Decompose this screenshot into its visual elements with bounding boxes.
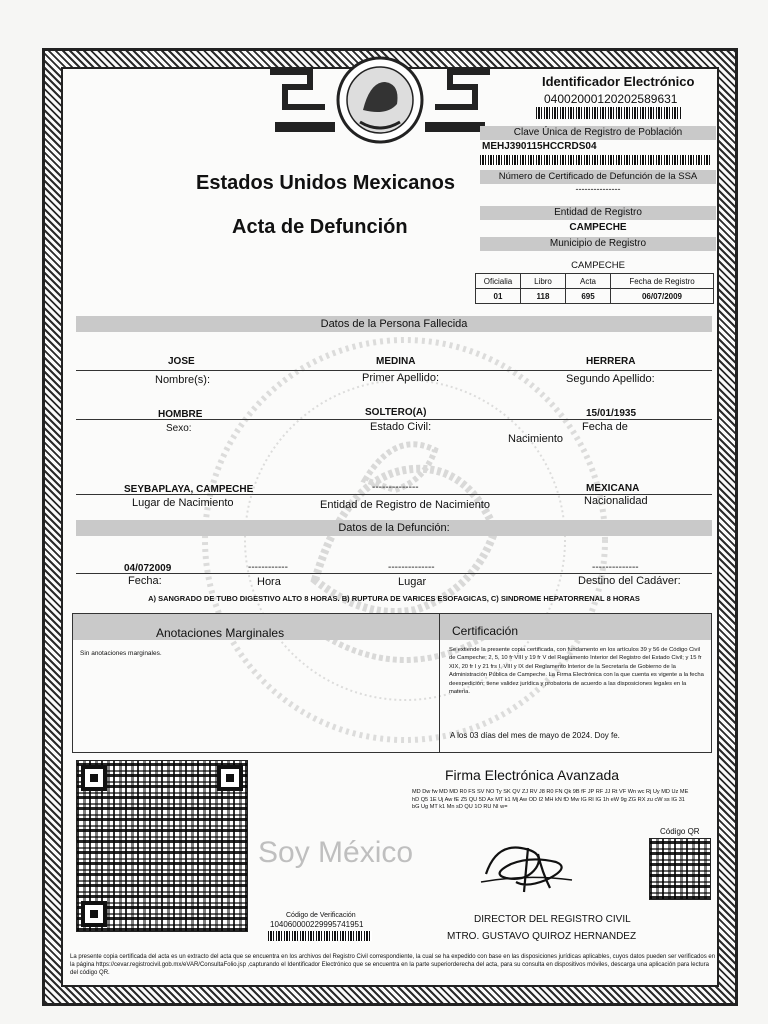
registry-table <box>475 273 714 304</box>
person-birth-registry-value: -------------- <box>372 482 419 493</box>
registry-entity-value: CAMPECHE <box>569 222 627 233</box>
slogan-watermark: Soy México <box>258 836 414 869</box>
registry-value-fecha: 06/07/2009 <box>611 289 714 304</box>
electronic-id-label: Identificador Electrónico <box>542 74 695 89</box>
registry-table-header-row <box>476 274 714 289</box>
death-destination-label: Destino del Cadáver: <box>578 575 681 587</box>
small-qr-code <box>649 838 711 900</box>
person-birth-registry-label: Entidad de Registro de Nacimiento <box>320 499 490 511</box>
death-section-title: Datos de la Defunción: <box>76 520 712 536</box>
ssa-certificate-label: Número de Certificado de Defunción de la SSA <box>480 170 716 184</box>
registry-entity-label: Entidad de Registro <box>480 206 716 220</box>
country-title: Estados Unidos Mexicanos <box>196 172 455 194</box>
electronic-id-value: 04002000120202589631 <box>544 92 678 106</box>
registry-municipality-label: Municipio de Registro <box>480 237 716 251</box>
electronic-id-barcode <box>536 107 682 119</box>
person-birth-date-label-2: Nacimiento <box>508 433 564 445</box>
verification-value: 104060000229995741951 <box>270 920 364 929</box>
annotations-text: Sin anotaciones marginales. <box>80 650 162 657</box>
director-name: MTRO. GUSTAVO QUIROZ HERNANDEZ <box>447 931 637 942</box>
qr-finder-top-left-icon <box>81 765 107 791</box>
registry-value-libro: 118 <box>521 289 566 304</box>
death-row-line <box>76 573 712 574</box>
registry-header-fecha: Fecha de Registro <box>611 274 714 289</box>
registry-header-libro: Libro <box>521 274 566 289</box>
registry-value-oficialia: 01 <box>476 289 521 304</box>
signature-title: Firma Electrónica Avanzada <box>445 767 620 783</box>
person-birth-place-label: Lugar de Nacimiento <box>132 497 234 509</box>
person-sex-value: HOMBRE <box>158 409 203 420</box>
death-place-value: -------------- <box>388 562 435 573</box>
registry-header-oficialia: Oficialia <box>476 274 521 289</box>
verification-barcode <box>268 931 372 941</box>
death-date-label: Fecha: <box>128 575 162 587</box>
person-nationality-label: Nacionalidad <box>584 495 648 507</box>
certification-title: Certificación <box>452 624 519 638</box>
certification-text: Se extiende la presente copia certificada, con fundamento en los artículos 39 y 56 de Código Civil de Campeche; 2, 5, 10 fr VIII y 19 fr V del Reglamento Interior del Registro del Estado Civil; y 15 fr XIX, 20 fr I y 21 frs I, VIII y IX del Reglamento Interior de la Secretaría de Gobierno de la Administración Pública de Campeche. La Firma Electrónica con la que cuenta es vigente a la fecha deexpedición; tiene validez jurídica y probatoria de acuerdo a las disposiciones legales en la materia. <box>449 647 704 695</box>
person-birth-date-value: 15/01/1935 <box>586 408 637 419</box>
registry-municipality-value: CAMPECHE <box>571 260 625 271</box>
director-title: DIRECTOR DEL REGISTRO CIVIL <box>474 914 631 925</box>
person-birth-date-label-1: Fecha de <box>582 421 628 433</box>
person-name-label: Nombre(s): <box>155 374 211 386</box>
death-place-label: Lugar <box>398 576 427 588</box>
person-row2-line <box>76 419 712 420</box>
certification-date-line: A los 03 días del mes de mayo de 2024. Doy fe. <box>450 731 620 740</box>
person-second-surname-label: Segundo Apellido: <box>566 373 655 385</box>
footer-disclaimer: La presente copia certificada del acta es un extracto del acta que se encuentra en los archivos del Registro Civil correspondiente, la cual se ha expedido con base en las disposiciones jurídicas aplicables, cuyos datos pueden ser verificados en la página https://cevar.registrocivil.gob.mx/eVAR/ConsultaFolio.jsp ,capturando el Identificador Electrónico que se encuentra en la parte superiorderecha del acta, para su consulta en dispositivos móviles, descarga una aplicación para lectura del código QR. <box>70 954 716 976</box>
person-birth-place-value: SEYBAPLAYA, CAMPECHE <box>124 484 254 495</box>
document-title: Acta de Defunción <box>232 216 408 238</box>
handwritten-signature-icon <box>476 834 576 900</box>
person-row1-line <box>76 370 712 371</box>
person-name-value: JOSE <box>168 356 195 367</box>
person-civil-status-value: SOLTERO(A) <box>365 407 427 418</box>
qr-finder-top-right-icon <box>217 765 243 791</box>
person-sex-label: Sexo: <box>166 423 192 434</box>
registry-table-value-row <box>476 289 714 304</box>
person-section-title: Datos de la Persona Fallecida <box>76 316 712 332</box>
curp-label: Clave Única de Registro de Población <box>480 126 716 140</box>
death-date-value: 04/072009 <box>124 563 172 574</box>
curp-value: MEHJ390115HCCRDS04 <box>482 141 597 152</box>
person-first-surname-label: Primer Apellido: <box>362 372 440 384</box>
person-civil-status-label: Estado Civil: <box>370 421 432 433</box>
qr-finder-bottom-left-icon <box>81 901 107 927</box>
death-time-label: Hora <box>257 576 281 588</box>
death-cause: A) SANGRADO DE TUBO DIGESTIVO ALTO 8 HORAS. B) RUPTURA DE VARICES ESOFAGICAS, C) SINDROME HEPATORRENAL 8 HORAS <box>148 594 640 603</box>
national-crest-icon <box>265 52 495 148</box>
curp-barcode <box>480 155 710 165</box>
death-destination-value: -------------- <box>592 562 639 573</box>
person-nationality-value: MEXICANA <box>586 483 640 494</box>
death-time-value: ------------ <box>248 562 288 573</box>
qr-label: Código QR <box>660 827 700 836</box>
person-second-surname-value: HERRERA <box>586 356 636 367</box>
large-qr-code <box>76 760 248 932</box>
registry-value-acta: 695 <box>566 289 611 304</box>
verification-label: Código de Verificación <box>286 912 356 919</box>
ssa-certificate-value: --------------- <box>575 184 621 194</box>
annotations-title: Anotaciones Marginales <box>156 626 285 640</box>
person-first-surname-value: MEDINA <box>376 356 416 367</box>
registry-header-acta: Acta <box>566 274 611 289</box>
signature-hash: MD Dw fw MD MD R0 FS SV NO Ty SK QV ZJ RV J8 R0 FN Qk 9B fF JP RF JJ Rt VF Wn wc Rj Uy MD Uz ME hD Q5 1E Uj Aw fE Z5 QU 5D Ax MT k1 Mj Aw OD I2 MH kN fD Mw IG RI IG 1h eW 9g ZG RX zu cW ss IG 31 bG Ug MT k1 Mn sD QU 1O RU NI w= <box>412 789 689 811</box>
